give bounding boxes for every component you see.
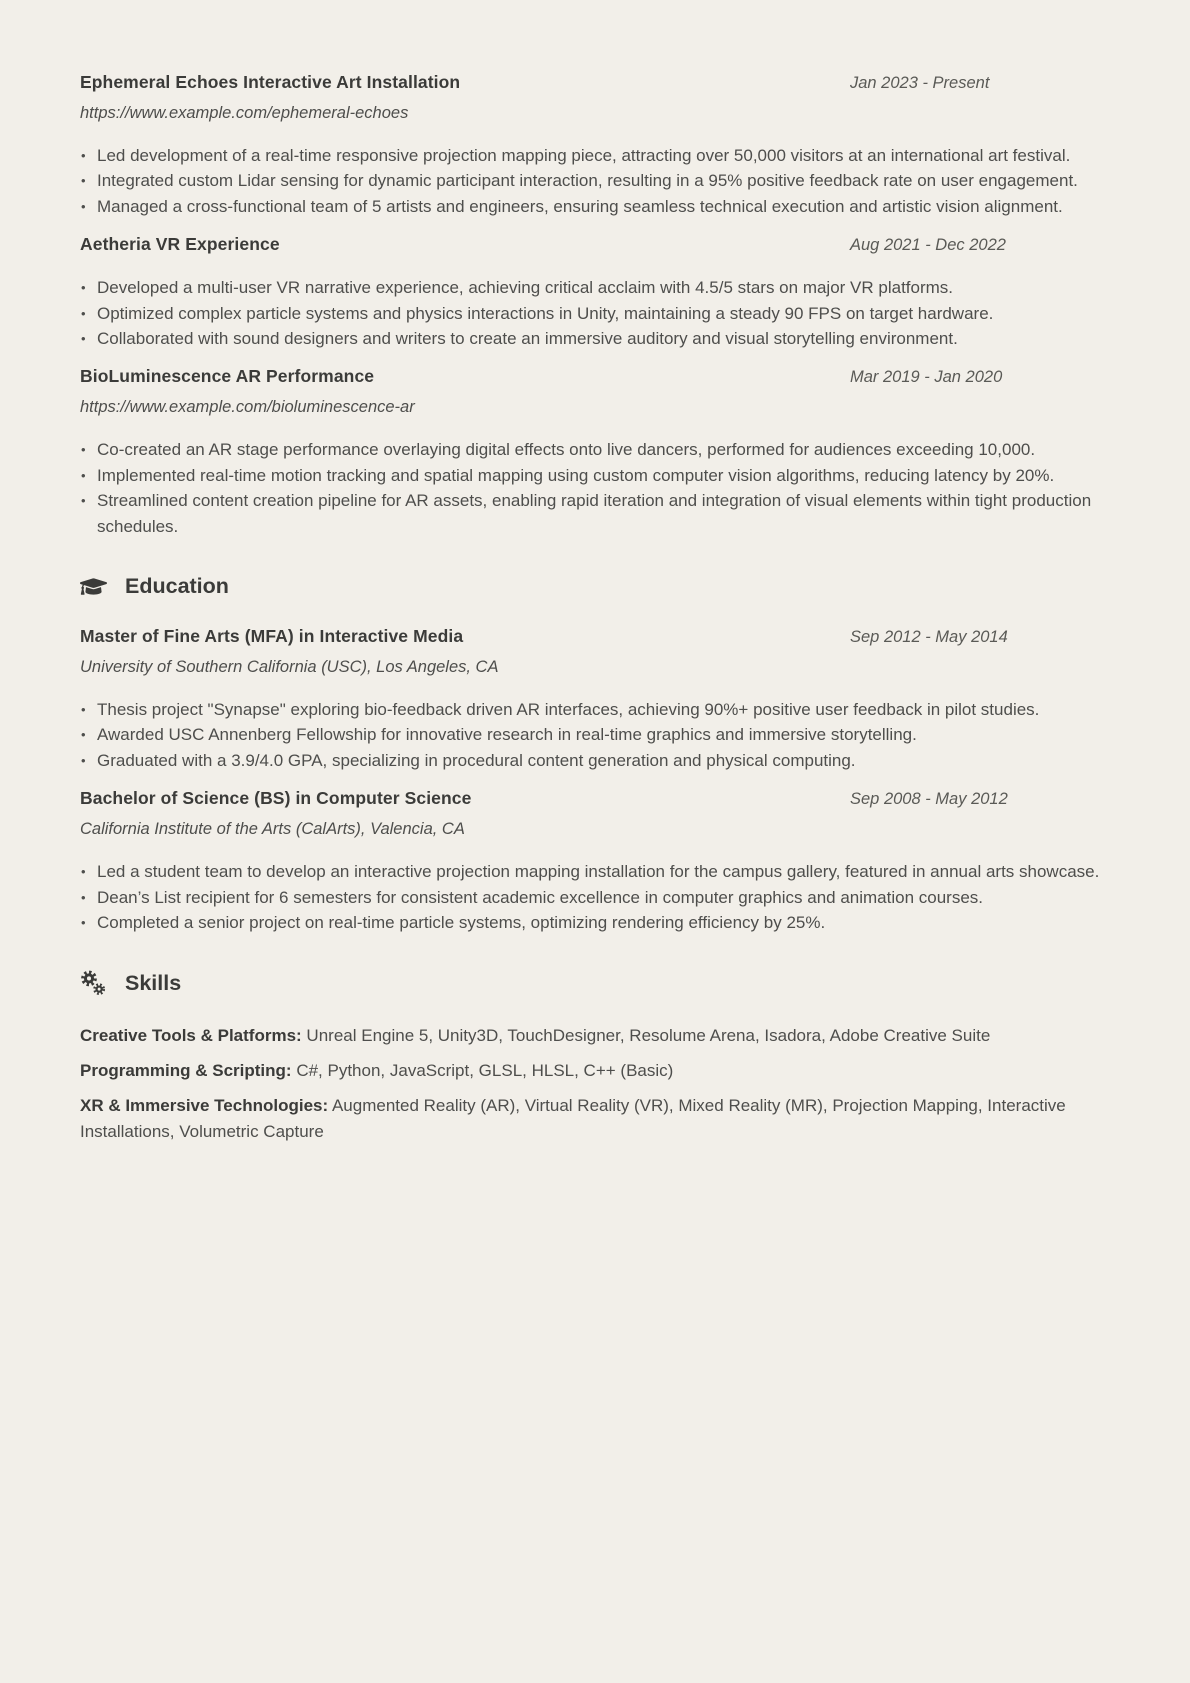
bullet-item: • Co-created an AR stage performance overlaying digital effects onto live dancers, performed for audiences exceeding 10,000. [80,437,1110,462]
date-range: Sep 2008 - May 2012 [850,790,1008,809]
date-range: Sep 2012 - May 2014 [850,628,1008,647]
date-range: Aug 2021 - Dec 2022 [850,236,1006,255]
education-entry [80,626,1110,773]
graduation-cap-icon [80,573,107,600]
skill-group [80,1058,1110,1084]
degree-title: Master of Fine Arts (MFA) in Interactive Media [80,626,464,647]
date-range: Jan 2023 - Present [850,74,990,92]
entry-header [80,234,1110,255]
project-title: Aetheria VR Experience [80,234,280,255]
skill-group-label: Programming & Scripting: [80,1060,292,1080]
bullet-item: • Dean’s List recipient for 6 semesters for consistent academic excellence in computer graphics and animation courses. [80,885,1110,910]
experience-entry [80,366,1110,539]
bullet-item: • Integrated custom Lidar sensing for dynamic participant interaction, resulting in a 95% positive feedback rate on user engagement. [80,168,1110,193]
project-url-link[interactable]: https://www.example.com/bioluminescence-ar [80,398,415,417]
experience-entry [80,72,1110,219]
skill-group-values: Augmented Reality (AR), Virtual Reality (VR), Mixed Reality (MR), Projection Mapping, Interactive Installations, Volumetric Capture [80,1095,1066,1141]
bullet-item: • Completed a senior project on real-time particle systems, optimizing rendering efficiency by 25%. [80,910,1110,935]
section-title: Education [125,574,229,599]
skill-group-values: C#, Python, JavaScript, GLSL, HLSL, C++ (Basic) [296,1060,674,1080]
project-url-link[interactable]: https://www.example.com/ephemeral-echoes [80,104,409,122]
bullet-list [80,143,1110,219]
skill-group-values: Unreal Engine 5, Unity3D, TouchDesigner, Resolume Arena, Isadora, Adobe Creative Suite [306,1025,991,1045]
bullet-list [80,437,1110,539]
bullet-item: • Optimized complex particle systems and physics interactions in Unity, maintaining a steady 90 FPS on target hardware. [80,301,1110,326]
bullet-list [80,859,1110,935]
project-title: Ephemeral Echoes Interactive Art Installation [80,72,461,92]
school-name: University of Southern California (USC), Los Angeles, CA [80,658,499,677]
bullet-list [80,697,1110,773]
skill-group [80,1093,1110,1145]
date-range: Mar 2019 - Jan 2020 [850,368,1003,387]
bullet-item: • Collaborated with sound designers and writers to create an immersive auditory and visual storytelling environment. [80,326,1110,351]
entry-header [80,72,1110,93]
project-title: BioLuminescence AR Performance [80,366,375,387]
bullet-item: • Developed a multi-user VR narrative experience, achieving critical acclaim with 4.5/5 stars on major VR platforms. [80,275,1110,300]
bullet-item: • Managed a cross-functional team of 5 artists and engineers, ensuring seamless technical execution and artistic vision alignment. [80,194,1110,219]
skill-group-label: XR & Immersive Technologies: [80,1095,329,1115]
gears-icon [80,970,107,997]
bullet-list [80,275,1110,351]
entry-header [80,626,1110,647]
skills-section-header [80,970,1110,997]
skill-group-label: Creative Tools & Platforms: [80,1025,302,1045]
section-title: Skills [125,970,182,995]
entry-header [80,788,1110,809]
bullet-item: • Graduated with a 3.9/4.0 GPA, specializing in procedural content generation and physical computing. [80,748,1110,773]
degree-title: Bachelor of Science (BS) in Computer Science [80,788,472,809]
bullet-item: • Thesis project "Synapse" exploring bio-feedback driven AR interfaces, achieving 90%+ positive user feedback in pilot studies. [80,697,1110,722]
bullet-item: • Streamlined content creation pipeline for AR assets, enabling rapid iteration and integration of visual elements within tight production schedules. [80,488,1110,539]
education-entry [80,788,1110,935]
experience-entry [80,234,1110,351]
bullet-item: • Awarded USC Annenberg Fellowship for innovative research in real-time graphics and immersive storytelling. [80,722,1110,747]
school-name: California Institute of the Arts (CalArts), Valencia, CA [80,820,465,839]
entry-header [80,366,1110,387]
skill-group [80,1023,1110,1049]
skills-list [80,1023,1110,1145]
bullet-item: • Led development of a real-time responsive projection mapping piece, attracting over 50,000 visitors at an international art festival. [80,143,1110,168]
education-section-header [80,573,1110,600]
bullet-item: • Implemented real-time motion tracking and spatial mapping using custom computer vision algorithms, reducing latency by 20%. [80,463,1110,488]
bullet-item: • Led a student team to develop an interactive projection mapping installation for the campus gallery, featured in annual arts showcase. [80,859,1110,884]
